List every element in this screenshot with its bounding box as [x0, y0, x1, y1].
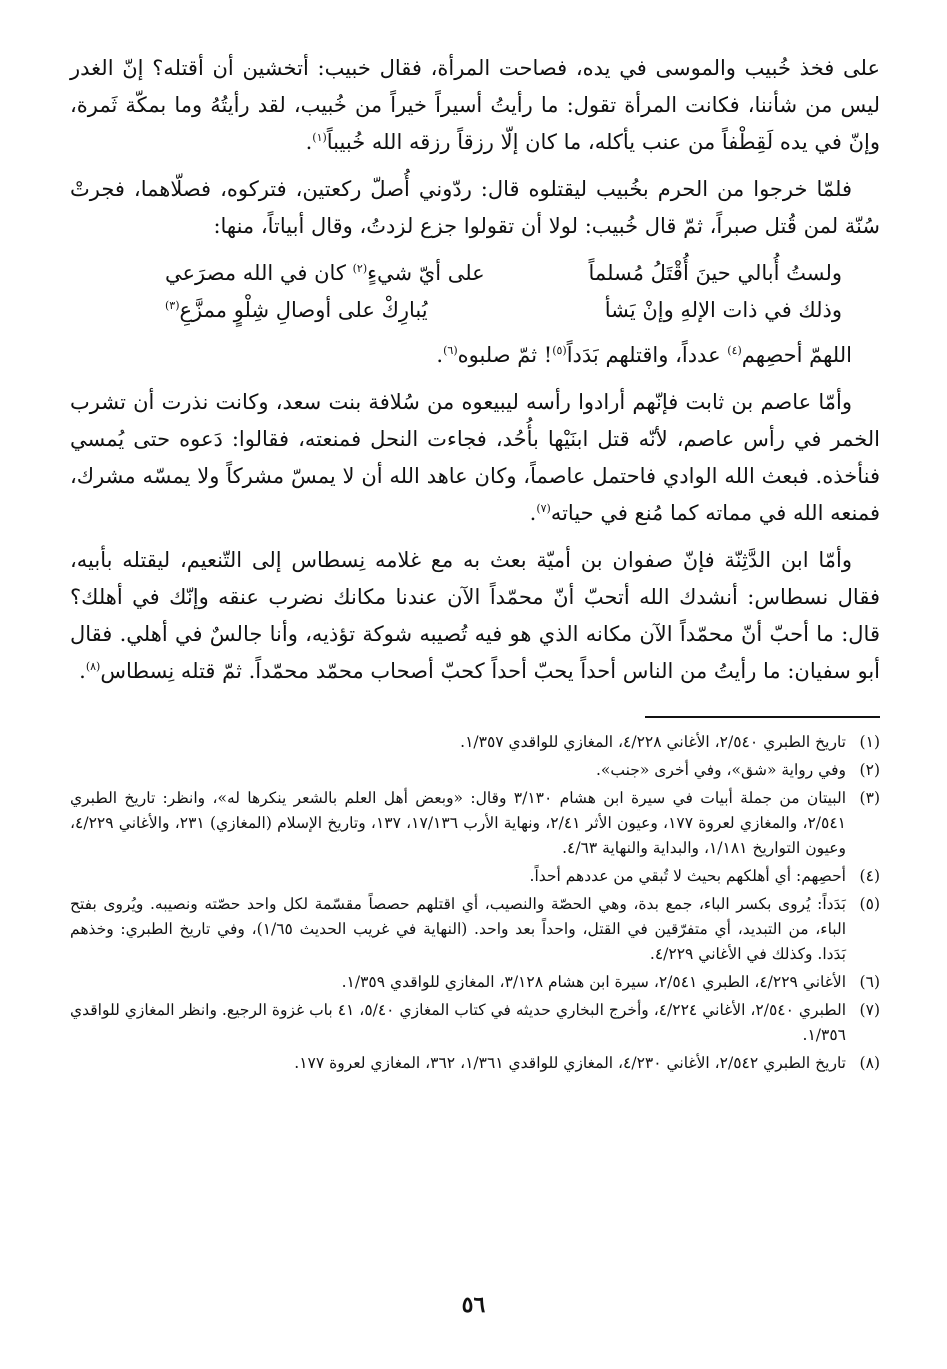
paragraph-1: على فخذ خُبيب والموسى في يده، فصاحت المرأة، فقال خبيب: أتخشين أن أقتله؟ إنّ الغدر ليس من شأننا، فكانت المرأة تقول: ما رأيتُ أسيراً خيراً من خُبيب، لقد رأيتُهُ وما بمكّة ثَمرة، وإنّ في يده لَقِطْفاً من عنب يأكله، ما كان إلّا رزقاً رزقه الله خُبيباً$^{(١)}$. — [70, 56, 880, 154]
footnote-number: (٦) — [859, 973, 880, 991]
footnote-number: (٣) — [859, 789, 880, 807]
poem — [70, 255, 880, 329]
footnotes — [70, 730, 880, 1076]
footnote-text: بَدَداً: يُروى بكسر الباء، جمع بدة، وهي الحصّة والنصيب، أي اقتلهم حصصاً مقسّمة لكل واحد حصّته ونصيبه. ويُروى بفتح الباء، من التبديد، أي متفرّقين في القتل، واحداً بعد واحد. (النهاية في غريب الحديث ١/٦٥)، وفي تاريخ الطبري: وخذهم بَدَدا. وكذلك في الأغاني ٤/٢٢٩. — [70, 895, 846, 963]
page-number: ٥٦ — [461, 1292, 486, 1318]
paragraph-3-text: وأمّا عاصم بن ثابت فإنّهم أرادوا رأسه ليبيعوه من سُلافة بنت سعد، وكانت نذرت أن تشرب الخمر في رأس عاصم، لأنّه قتل ابنَيْها بأُحُد، فجاءت النحل فمنعته، فقالوا: دَعوه حتى يُمسي فنأخذه. فبعث الله الوادي فاحتمل عاصماً، وكان عاهد الله أن لا يمسّ مشركاً ولا يمسّه مشرك، فمنعه الله في مماته كما مُنع في حياته — [70, 390, 880, 525]
footnote-7 — [70, 998, 880, 1048]
footnote-1 — [70, 730, 880, 755]
footnote-number: (٤) — [859, 867, 880, 885]
prayer-text-1: اللهمّ أحصِهم — [741, 343, 852, 367]
footnote-3 — [70, 786, 880, 861]
footnote-ref-8[interactable]: (٨) — [85, 660, 101, 673]
footnote-number: (١) — [859, 733, 880, 751]
footnote-text: تاريخ الطبري ٢/٥٤٠، الأغاني ٤/٢٢٨، المغازي للواقدي ١/٣٥٧. — [460, 733, 846, 751]
footnote-number: (٧) — [859, 1001, 880, 1019]
verse-1-second-end: كان في الله مصرَعي — [165, 261, 353, 285]
prayer-text-4: . — [436, 343, 444, 367]
paragraph-2 — [70, 171, 880, 245]
footnote-number: (٥) — [859, 895, 880, 913]
footnote-number: (٨) — [859, 1054, 880, 1072]
footnote-text: أحصِهم: أي أهلكهم بحيث لا تُبقي من عددهم أحداً. — [529, 867, 846, 885]
footnote-text: وفي رواية «شق»، وفي أخرى «جنب». — [596, 761, 846, 779]
prayer-text-2: عدداً، واقتلهم بَدَداً — [566, 343, 728, 367]
paragraph-4: وأمّا ابن الدَّثِنّة فإنّ صفوان بن أميّة بعث به مع غلامه نِسطاس إلى التّنعيم، ليقتله بأبيه، فقال نسطاس: أنشدك الله أتحبّ أنّ محمّداً الآن عندنا مكانك نضرب عنقه وإنّك في أهلك؟ قال: ما أحبّ أنّ محمّداً الآن مكانه الذي هو فيه تُصيبه شوكة تؤذيه، وأنا جالسٌ في أهلي. فقال أبو سفيان: ما رأيتُ من الناس أحداً يحبّ أحداً كحبّ أصحاب محمّد محمّداً. ثمّ قتله نِسطاس$^{(٨)}$. — [70, 548, 880, 683]
verse-2 — [70, 292, 880, 329]
footnote-4 — [70, 864, 880, 889]
footnote-8 — [70, 1051, 880, 1076]
page-body — [70, 50, 880, 1079]
paragraph-1-text: على فخذ خُبيب والموسى في يده، فصاحت المرأة، فقال خبيب: أتخشين أن أقتله؟ إنّ الغدر ليس من شأننا، فكانت المرأة تقول: ما رأيتُ أسيراً خيراً من خُبيب، لقد رأيتُهُ وما بمكّة ثَمرة، وإنّ في يده لَقِطْفاً من عنب يأكله، ما كان إلّا رزقاً رزقه الله خُبيباً — [70, 56, 880, 154]
footnote-ref-6[interactable]: (٦) — [443, 344, 458, 357]
paragraph-3: وأمّا عاصم بن ثابت فإنّهم أرادوا رأسه ليبيعوه من سُلافة بنت سعد، وكانت نذرت أن تشرب الخمر في رأس عاصم، لأنّه قتل ابنَيْها بأُحُد، فجاءت النحل فمنعته، فقالوا: دَعوه حتى يُمسي فنأخذه. فبعث الله الوادي فاحتمل عاصماً، وكان عاهد الله أن لا يمسّ مشركاً ولا يمسّه مشرك، فمنعه الله في مماته كما مُنع في حياته$^{(٧)}$. — [70, 390, 880, 525]
verse-2-first-hemistich: وذلك في ذات الإلهِ وإنْ يَشأ — [604, 298, 842, 322]
footnote-ref-7[interactable]: (٧) — [536, 502, 551, 515]
paragraph-2-text: فلمّا خرجوا من الحرم بخُبيب ليقتلوه قال: ردّوني أُصلّ ركعتين، فتركوه، فصلّاهما، فجرتْ سُنّة لمن قُتل صبراً، ثمّ قال خُبيب: لولا أن تقولوا جزع لزدتُ، وقال أبياتاً، منها: — [70, 177, 880, 238]
footnote-ref-5[interactable]: (٥) — [552, 344, 567, 357]
verse-1 — [70, 255, 880, 292]
footnote-text: تاريخ الطبري ٢/٥٤٢، الأغاني ٤/٢٣٠، المغازي للواقدي ١/٣٦١، ٣٦٢، المغازي لعروة ١٧٧. — [294, 1054, 846, 1072]
verse-2-second-text: يُبارِكْ على أوصالِ شِلْوٍ ممزَّعِ — [179, 298, 428, 322]
footnote-6 — [70, 970, 880, 995]
footnote-text: البيتان من جملة أبيات في سيرة ابن هشام ٣/١٣٠ وقال: «وبعض أهل العلم بالشعر ينكرها له»، وانظر: تاريخ الطبري ٢/٥٤١، والمغازي لعروة ١٧٧، وعيون الأثر ٢/٤١، ونهاية الأرب ١٧/١٣٦، ١٣٧، وتاريخ الإسلام (المغازي) ٢٣١، والأغاني ٤/٢٢٩، وعيون التواريخ ١/١٨١، والبداية والنهاية ٤/٦٣. — [70, 789, 847, 857]
footnote-separator — [645, 716, 880, 718]
paragraph-2b — [70, 337, 880, 374]
footnote-number: (٢) — [859, 761, 880, 779]
paragraph-4-text: وأمّا ابن الدَّثِنّة فإنّ صفوان بن أميّة بعث به مع غلامه نِسطاس إلى التّنعيم، ليقتله بأبيه، فقال نسطاس: أنشدك الله أتحبّ أنّ محمّداً الآن عندنا مكانك نضرب عنقه وإنّك في أهلك؟ قال: ما أحبّ أنّ محمّداً الآن مكانه الذي هو فيه تُصيبه شوكة تؤذيه، وأنا جالسٌ في أهلي. فقال أبو سفيان: ما رأيتُ من الناس أحداً يحبّ أحداً كحبّ أصحاب محمّد محمّداً. ثمّ قتله نِسطاس — [70, 548, 880, 683]
footnote-2 — [70, 758, 880, 783]
footnote-ref-3[interactable]: (٣) — [165, 299, 180, 312]
footnote-ref-4[interactable]: (٤) — [727, 344, 742, 357]
verse-2-second-hemistich — [165, 292, 428, 329]
footnote-ref-2[interactable]: (٢) — [352, 262, 368, 275]
footnote-text: الأغاني ٤/٢٢٩، الطبري ٢/٥٤١، سيرة ابن هشام ٣/١٢٨، المغازي للواقدي ١/٣٥٩. — [341, 973, 846, 991]
footnote-ref-1[interactable]: (١) — [312, 131, 327, 144]
verse-1-second-text: على أيّ شيءٍ — [367, 261, 485, 285]
verse-1-first-hemistich: ولستُ أُبالي حينَ أُقْتَلُ مُسلماً — [588, 261, 842, 285]
verse-1-second-hemistich — [165, 255, 485, 292]
footnote-5 — [70, 892, 880, 967]
footnote-text: الطبري ٢/٥٤٠، الأغاني ٤/٢٢٤، وأخرج البخاري حديثه في كتاب المغازي ٥/٤٠، ٤١ باب غزوة الرجيع. وانظر المغازي للواقدي ١/٣٥٦. — [70, 1001, 847, 1044]
prayer-text-3: ! ثمّ صلبوه — [457, 343, 553, 367]
